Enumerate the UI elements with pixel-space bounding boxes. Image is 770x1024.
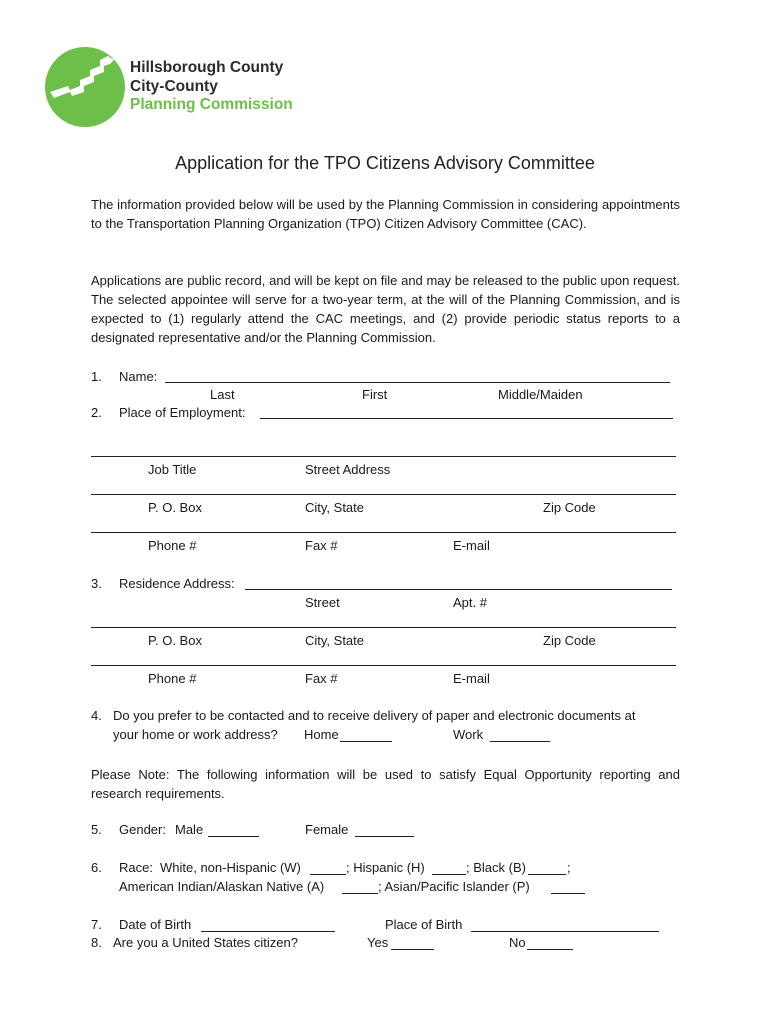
q8-number: 8. bbox=[91, 935, 102, 950]
q7-number: 7. bbox=[91, 917, 102, 932]
race-asian-label: ; Asian/Pacific Islander (P) bbox=[378, 879, 530, 894]
home-zip-caption: Zip Code bbox=[543, 633, 596, 648]
q4-question-line2: your home or work address? bbox=[113, 727, 278, 742]
race-black-input[interactable] bbox=[528, 874, 566, 875]
race-hispanic-input[interactable] bbox=[432, 874, 466, 875]
org-line-3: Planning Commission bbox=[130, 96, 293, 113]
citizen-yes-input[interactable] bbox=[391, 949, 434, 950]
org-line-1: Hillsborough County bbox=[130, 59, 284, 76]
female-label: Female bbox=[305, 822, 349, 837]
page-title: Application for the TPO Citizens Advisory Committee bbox=[175, 153, 595, 173]
employment-input[interactable] bbox=[260, 418, 673, 419]
male-input[interactable] bbox=[208, 836, 259, 837]
q2-number: 2. bbox=[91, 405, 102, 420]
race-hispanic-label: ; Hispanic (H) bbox=[346, 860, 425, 875]
home-label: Home bbox=[304, 727, 339, 742]
apt-caption: Apt. # bbox=[453, 595, 487, 610]
q5-number: 5. bbox=[91, 822, 102, 837]
home-pobox-caption: P. O. Box bbox=[148, 633, 202, 648]
q1-number: 1. bbox=[91, 369, 102, 384]
work-fax-caption: Fax # bbox=[305, 538, 338, 553]
dob-input[interactable] bbox=[201, 931, 335, 932]
work-choice-input[interactable] bbox=[490, 741, 550, 742]
q2-label: Place of Employment: bbox=[119, 405, 246, 420]
dob-label: Date of Birth bbox=[119, 917, 192, 932]
planning-commission-logo-icon bbox=[44, 46, 126, 128]
work-city-state-caption: City, State bbox=[305, 500, 365, 515]
q6-number: 6. bbox=[91, 860, 102, 875]
race-american-indian-label: American Indian/Alaskan Native (A) bbox=[119, 879, 325, 894]
name-first-caption: First bbox=[362, 387, 388, 402]
logo-text bbox=[130, 59, 293, 115]
employment-phone-line[interactable] bbox=[91, 532, 676, 533]
home-fax-caption: Fax # bbox=[305, 671, 338, 686]
street-caption: Street bbox=[305, 595, 340, 610]
residence-phone-line[interactable] bbox=[91, 665, 676, 666]
work-phone-caption: Phone # bbox=[148, 538, 197, 553]
home-email-caption: E-mail bbox=[453, 671, 490, 686]
q4-number: 4. bbox=[91, 708, 102, 723]
org-line-2: City-County bbox=[130, 77, 218, 95]
residence-pobox-line[interactable] bbox=[91, 627, 676, 628]
work-pobox-caption: P. O. Box bbox=[148, 500, 202, 515]
intro-paragraph: The information provided below will be used by the Planning Commission in considering appointments to the Transportation Planning Organization (TPO) Citizen Advisory Committee (CAC). bbox=[91, 197, 680, 231]
home-city-state-caption: City, State bbox=[305, 633, 365, 648]
race-black-label: ; Black (B) bbox=[466, 860, 526, 875]
citizen-no-input[interactable] bbox=[527, 949, 573, 950]
name-last-caption: Last bbox=[210, 387, 235, 402]
race-american-indian-input[interactable] bbox=[342, 893, 378, 894]
citizen-no-label: No bbox=[509, 935, 526, 950]
home-phone-caption: Phone # bbox=[148, 671, 197, 686]
work-zip-caption: Zip Code bbox=[543, 500, 596, 515]
q1-label: Name: bbox=[119, 369, 158, 384]
name-input[interactable] bbox=[165, 382, 670, 383]
citizen-label: Are you a United States citizen? bbox=[113, 935, 298, 950]
employment-job-line[interactable] bbox=[91, 456, 676, 457]
job-title-caption: Job Title bbox=[148, 462, 197, 477]
work-email-caption: E-mail bbox=[453, 538, 490, 553]
q6-label: Race: bbox=[119, 860, 153, 875]
race-white-label: White, non-Hispanic (W) bbox=[160, 860, 301, 875]
race-asian-input[interactable] bbox=[551, 893, 585, 894]
logo bbox=[44, 46, 126, 128]
q5-label: Gender: bbox=[119, 822, 166, 837]
home-choice-input[interactable] bbox=[340, 741, 392, 742]
q3-number: 3. bbox=[91, 576, 102, 591]
street-address-caption: Street Address bbox=[305, 462, 391, 477]
male-label: Male bbox=[175, 822, 204, 837]
residence-input[interactable] bbox=[245, 589, 672, 590]
race-separator: ; bbox=[567, 860, 571, 875]
place-of-birth-label: Place of Birth bbox=[385, 917, 463, 932]
race-white-input[interactable] bbox=[310, 874, 346, 875]
eeo-note: Please Note: The following information will be used to satisfy Equal Opportunity reporting and research requirements. bbox=[91, 767, 680, 801]
q4-question-line1: Do you prefer to be contacted and to receive delivery of paper and electronic documents at bbox=[113, 708, 636, 723]
female-input[interactable] bbox=[355, 836, 414, 837]
work-label: Work bbox=[453, 727, 484, 742]
q3-label: Residence Address: bbox=[119, 576, 235, 591]
public-record-paragraph: Applications are public record, and will be kept on file and may be released to the public upon request. The selected appointee will serve for a two-year term, at the will of the Planning Commission, and is expected to (1) regularly attend the CAC meetings, and (2) provide periodic status reports to a designated representative and/or the Planning Commission. bbox=[91, 273, 680, 345]
citizen-yes-label: Yes bbox=[367, 935, 389, 950]
name-middle-caption: Middle/Maiden bbox=[498, 387, 583, 402]
place-of-birth-input[interactable] bbox=[471, 931, 659, 932]
employment-pobox-line[interactable] bbox=[91, 494, 676, 495]
